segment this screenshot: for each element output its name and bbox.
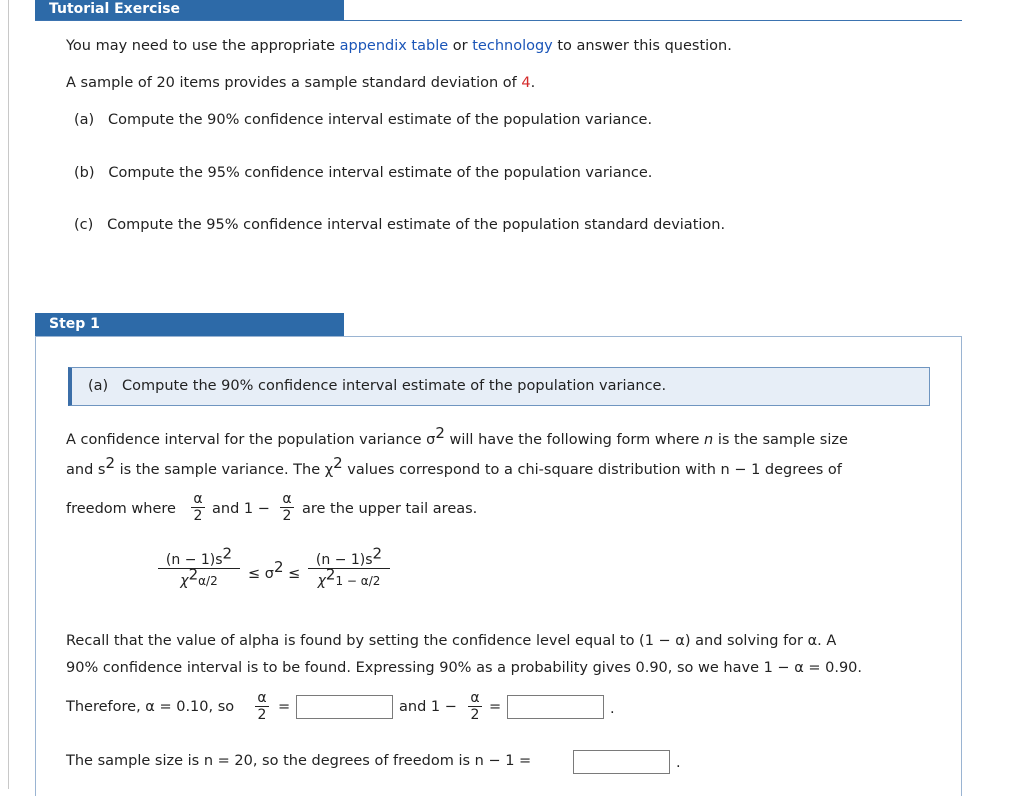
para2-text-b: is the sample variance. The χ — [119, 462, 334, 478]
tutorial-exercise-title: Tutorial Exercise — [49, 1, 181, 17]
para2-text-a: and s — [66, 462, 106, 478]
step-question — [88, 378, 666, 394]
fraction-denominator-4: 2 — [468, 706, 482, 723]
equals-sign-2: = — [489, 699, 502, 715]
part-c-text: Compute the 95% confidence interval estimate of the population standard deviation. — [107, 217, 726, 233]
step-1-tab — [35, 313, 344, 336]
degrees-of-freedom-input[interactable] — [573, 750, 670, 774]
formula-middle: ≤ $\sigma^2$ ≤ — [248, 558, 301, 582]
part-c-letter: (c) — [74, 217, 94, 233]
left-border — [8, 0, 9, 789]
fraction-numerator: α — [193, 491, 203, 507]
instruction-text-end: to answer this question. — [557, 38, 732, 54]
therefore-label: Therefore, α = 0.10, so — [66, 699, 235, 715]
therefore-text — [66, 699, 234, 715]
part-b-letter: (b) — [74, 165, 95, 181]
recall-text-1: Recall that the value of alpha is found by setting the confidence level equal to (1 − α) and solving for α. A — [66, 633, 837, 649]
explanation-line-2 — [66, 454, 842, 478]
explanation-and — [212, 501, 270, 517]
part-a — [74, 112, 652, 128]
alpha-over-2-fraction — [191, 491, 205, 524]
header-rule — [35, 20, 962, 21]
std-dev-value: 4 — [521, 75, 531, 91]
para2-text-d: n − 1 degrees of — [720, 462, 842, 478]
formula-right-numerator: $(n - 1)s^2$ — [315, 544, 383, 568]
period-mark-2: . — [676, 755, 681, 771]
explanation-line-3a — [66, 501, 176, 517]
technology-link[interactable]: technology — [472, 38, 553, 54]
alpha-over-2-fraction-2 — [280, 491, 294, 524]
problem-text: A sample of 20 items provides a sample standard deviation of — [66, 75, 517, 91]
para3-text-a: freedom where — [66, 501, 176, 517]
and-one-minus-label: and 1 − — [399, 699, 457, 715]
period-mark-1: . — [610, 701, 615, 717]
fraction-denominator-3: 2 — [255, 706, 269, 723]
alpha-over-2-fraction-4 — [468, 690, 482, 723]
instruction-line — [66, 38, 732, 54]
step-question-letter: (a) — [88, 378, 109, 394]
period-2 — [676, 755, 681, 771]
problem-statement — [66, 75, 535, 91]
formula-left-denominator: $\chi^2\alpha/2$ — [158, 568, 240, 589]
chi-squared-exponent: 2 — [333, 454, 343, 473]
and-one-minus-2 — [399, 699, 457, 715]
step-question-text: Compute the 90% confidence interval estimate of the population variance. — [122, 378, 667, 394]
para2-text-c: values correspond to a chi-square distribution with — [347, 462, 716, 478]
n-variable: n — [704, 432, 714, 448]
equals-2 — [489, 699, 501, 715]
para1-text-b: will have the following form where — [449, 432, 700, 448]
part-c — [74, 217, 725, 233]
tutorial-exercise-tab — [35, 0, 344, 20]
fraction-numerator-3: α — [257, 690, 267, 706]
formula-right-denominator: $\chi^21 - \alpha/2$ — [308, 568, 390, 589]
problem-period: . — [530, 75, 536, 91]
dof-line — [66, 753, 531, 769]
instruction-or: or — [452, 38, 468, 54]
part-a-letter: (a) — [74, 112, 95, 128]
alpha-over-2-input[interactable] — [296, 695, 393, 719]
one-minus-alpha-over-2-input[interactable] — [507, 695, 604, 719]
equals-sign-1: = — [278, 699, 291, 715]
formula-left-numerator: $(n - 1)s^2$ — [165, 544, 233, 568]
explanation-line-1 — [66, 424, 848, 448]
alpha-over-2-fraction-3 — [255, 690, 269, 723]
fraction-numerator-4: α — [470, 690, 480, 706]
step-question-box — [68, 367, 930, 406]
period-1 — [610, 701, 615, 717]
equals-1 — [278, 699, 290, 715]
fraction-denominator: 2 — [191, 507, 205, 524]
recall-line-1 — [66, 633, 836, 649]
dof-text: The sample size is n = 20, so the degrees of freedom is n − 1 = — [66, 753, 532, 769]
recall-line-2 — [66, 660, 862, 676]
part-b-text: Compute the 95% confidence interval estimate of the population variance. — [108, 165, 653, 181]
part-a-text: Compute the 90% confidence interval estimate of the population variance. — [108, 112, 653, 128]
fraction-denominator-2: 2 — [280, 507, 294, 524]
s-squared-exponent: 2 — [105, 454, 115, 473]
formula-right-fraction — [308, 544, 390, 589]
recall-text-2: 90% confidence interval is to be found. Expressing 90% as a probability gives 0.90, so we have 1 − α = 0.90. — [66, 660, 863, 676]
para1-text-c: is the sample size — [717, 432, 848, 448]
part-b — [74, 165, 652, 181]
formula-left-fraction — [158, 544, 240, 589]
sigma-squared-exponent: 2 — [435, 424, 445, 443]
appendix-table-link[interactable]: appendix table — [339, 38, 449, 54]
para1-text-a: A confidence interval for the population variance σ — [66, 432, 436, 448]
para3-text-b: are the upper tail areas. — [302, 501, 478, 517]
step-1-title: Step 1 — [49, 316, 100, 332]
fraction-numerator-2: α — [282, 491, 292, 507]
explanation-line-3b — [302, 501, 477, 517]
and-one-minus: and 1 − — [212, 501, 270, 517]
instruction-text: You may need to use the appropriate — [66, 38, 335, 54]
